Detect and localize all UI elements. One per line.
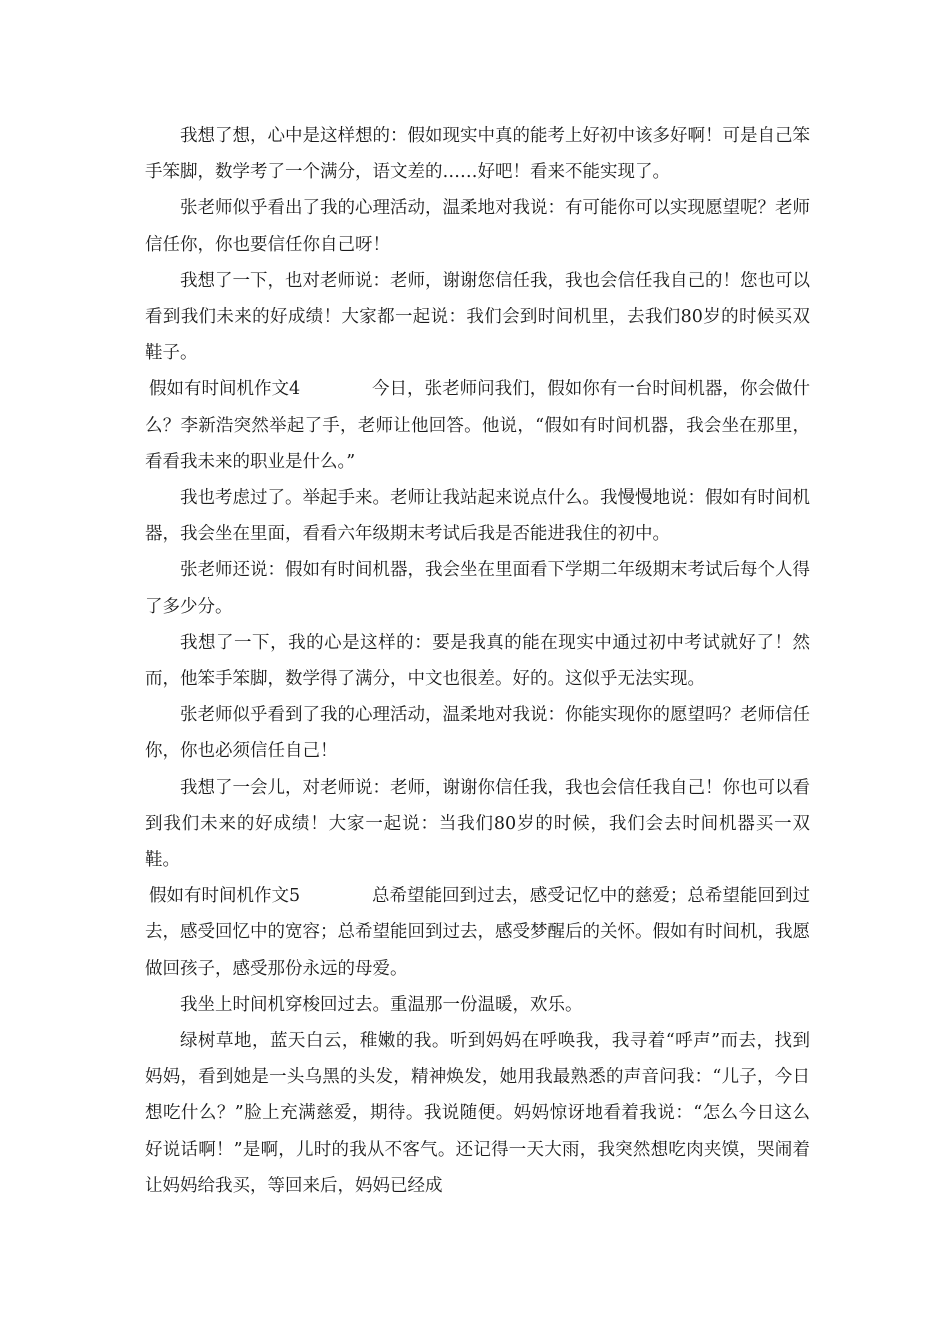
paragraph-8: 张老师似乎看到了我的心理活动，温柔地对我说：你能实现你的愿望吗？老师信任你，你也必须信任自己！	[145, 705, 810, 762]
section-paragraph-4	[145, 371, 810, 480]
section-text-4: 今日，张老师问我们，假如你有一台时间机器，你会做什么？李新浩突然举起了手，老师让他回答。他说，“假如有时间机器，我会坐在那里，看看我未来的职业是什么。”	[145, 379, 810, 472]
document-body	[145, 118, 810, 1204]
section-text-5: 总希望能回到过去，感受记忆中的慈爱；总希望能回到过去，感受回忆中的宽容；总希望能回到过去，感受梦醒后的关怀。假如有时间机，我愿做回孩子，感受那份永远的母爱。	[145, 886, 810, 979]
paragraph-12: 绿树草地，蓝天白云，稚嫩的我。听到妈妈在呼唤我，我寻着“呼声”而去，找到妈妈，看到她是一头乌黑的头发，精神焕发，她用我最熟悉的声音问我：“儿子，今日想吃什么？”脸上充满慈爱，期待。我说随便。妈妈惊讶地看着我说：“怎么今日这么好说话啊！”是啊，儿时的我从不客气。还记得一天大雨，我突然想吃肉夹馍，哭闹着让妈妈给我买，等回来后，妈妈已经成	[145, 1031, 810, 1196]
paragraph-5: 我也考虑过了。举起手来。老师让我站起来说点什么。我慢慢地说：假如有时间机器，我会坐在里面，看看六年级期末考试后我是否能进我住的初中。	[145, 488, 810, 545]
section-paragraph-5	[145, 878, 810, 987]
paragraph-2: 张老师似乎看出了我的心理活动，温柔地对我说：有可能你可以实现愿望呢？老师信任你，你也要信任你自己呀！	[145, 198, 810, 255]
section-heading-5: 假如有时间机作文5	[149, 886, 301, 907]
paragraph-1: 我想了想，心中是这样想的：假如现实中真的能考上好初中该多好啊！可是自己笨手笨脚，数学考了一个满分，语文差的……好吧！看来不能实现了。	[145, 126, 810, 183]
section-heading-4: 假如有时间机作文4	[149, 379, 301, 400]
paragraph-6: 张老师还说：假如有时间机器，我会坐在里面看下学期二年级期末考试后每个人得了多少分。	[145, 560, 810, 617]
paragraph-9: 我想了一会儿，对老师说：老师，谢谢你信任我，我也会信任我自己！你也可以看到我们未来的好成绩！大家一起说：当我们80岁的时候，我们会去时间机器买一双鞋。	[145, 777, 810, 871]
paragraph-7: 我想了一下，我的心是这样的：要是我真的能在现实中通过初中考试就好了！然而，他笨手笨脚，数学得了满分，中文也很差。好的。这似乎无法实现。	[145, 632, 810, 690]
paragraph-11: 我坐上时间机穿梭回过去。重温那一份温暖，欢乐。	[180, 994, 583, 1015]
paragraph-3: 我想了一下，也对老师说：老师，谢谢您信任我，我也会信任我自己的！您也可以看到我们未来的好成绩！大家都一起说：我们会到时间机里，去我们80岁的时候买双鞋子。	[145, 270, 810, 364]
